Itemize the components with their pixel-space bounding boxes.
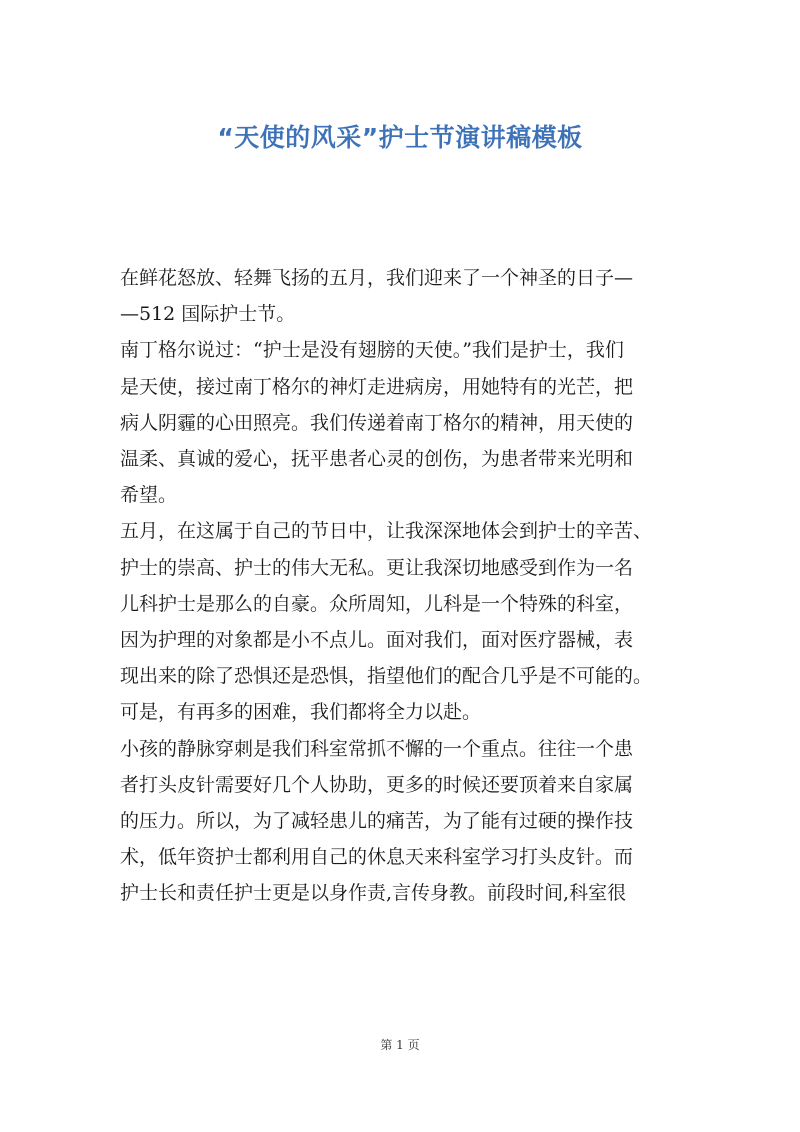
body-line: 希望。 [120, 484, 178, 507]
body-line: 术，低年资护士都利用自己的休息天来科室学习打头皮针。而 [120, 846, 634, 869]
body-line: 南丁格尔说过：“护士是没有翅膀的天使。”我们是护士，我们 [120, 339, 624, 362]
body-line: 小孩的静脉穿刺是我们科室常抓不懈的一个重点。往往一个患 [120, 737, 634, 760]
body-line: 五月，在这属于自己的节日中，让我深深地体会到护士的辛苦、 [120, 520, 653, 543]
body-line: 因为护理的对象都是小不点儿。面对我们，面对医疗器械，表 [120, 629, 634, 652]
page-number: 第 1 页 [380, 1038, 420, 1052]
body-line: 儿科护士是那么的自豪。众所周知，儿科是一个特殊的科室， [120, 592, 634, 615]
document-body [120, 260, 680, 912]
body-line: 病人阴霾的心田照亮。我们传递着南丁格尔的精神，用天使的 [120, 411, 634, 434]
body-line: 是天使，接过南丁格尔的神灯走进病房，用她特有的光芒，把 [120, 375, 634, 398]
body-line: 护士长和责任护士更是以身作责,言传身教。前段时间,科室很 [120, 882, 627, 905]
body-line: 温柔、真诚的爱心，抚平患者心灵的创伤，为患者带来光明和 [120, 448, 634, 471]
body-line: 者打头皮针需要好几个人协助，更多的时候还要顶着来自家属 [120, 773, 634, 796]
body-line: —512 国际护士节。 [120, 303, 296, 326]
document-title: “天使的风采”护士节演讲稿模板 [217, 123, 583, 152]
body-line: 在鲜花怒放、轻舞飞扬的五月，我们迎来了一个神圣的日子— [120, 267, 634, 289]
body-line: 可是，有再多的困难，我们都将全力以赴。 [120, 701, 482, 724]
body-line: 现出来的除了恐惧还是恐惧，指望他们的配合几乎是不可能的。 [120, 665, 653, 688]
body-line: 的压力。所以，为了减轻患儿的痛苦，为了能有过硬的操作技 [120, 810, 634, 833]
body-line: 护士的崇高、护士的伟大无私。更让我深切地感受到作为一名 [120, 556, 634, 579]
